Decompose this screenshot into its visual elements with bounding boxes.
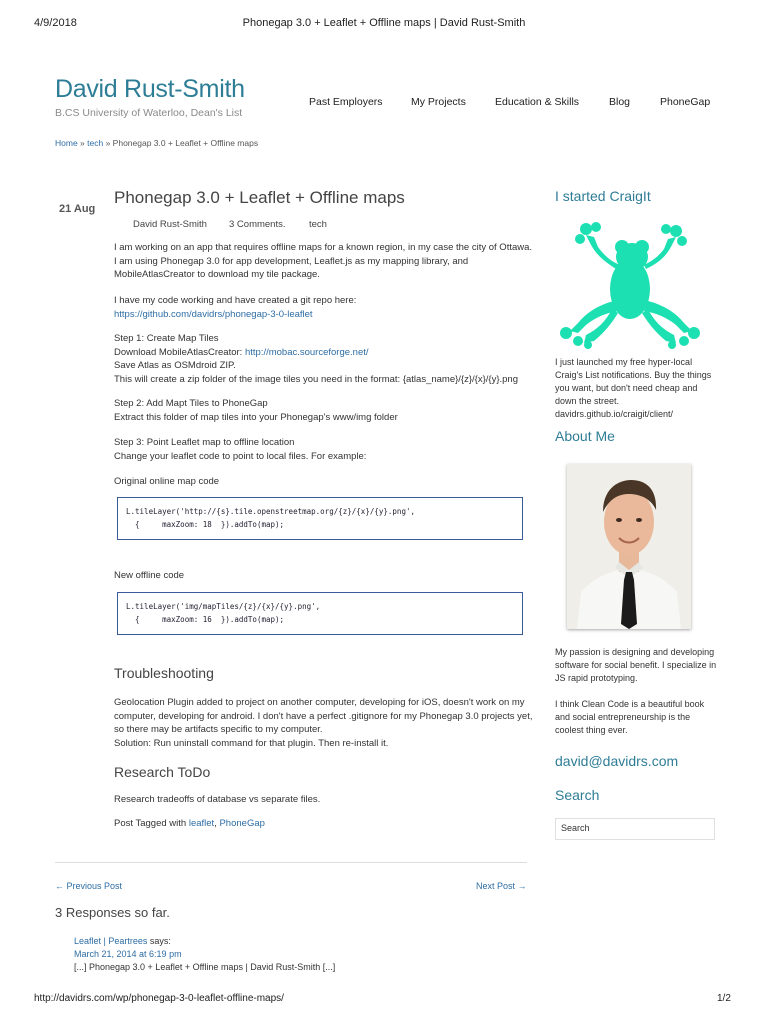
step3 (114, 436, 534, 463)
step1 (114, 332, 534, 386)
tag-phonegap-link[interactable]: PhoneGap (219, 818, 265, 829)
main-nav (0, 96, 768, 110)
offline-code-block (117, 592, 523, 635)
profile-photo-illustration (567, 464, 691, 629)
about-heading: About Me (555, 428, 615, 444)
print-page-number: 1/2 (717, 993, 731, 1004)
troubleshooting-paragraph (114, 696, 534, 750)
print-url: http://davidrs.com/wp/phonegap-3-0-leaflet-offline-maps/ (34, 993, 284, 1004)
contact-email[interactable]: david@davidrs.com (555, 753, 679, 769)
craigit-paragraph (555, 356, 720, 421)
tag-separator: , (214, 818, 220, 829)
troubleshooting-heading: Troubleshooting (114, 665, 214, 681)
troubleshooting-text: Geolocation Plugin added to project on another computer, developing for iOS, doesn't work on my computer, developing for android. I don't have a perfect .gitignore for my Phonegap 3.0 projects yet, so there may be artifacts specific to my computer. (114, 697, 533, 735)
code-line: { maxZoom: 16 }).addTo(map); (126, 615, 285, 624)
step3-text: Change your leaflet code to point to local files. For example: (114, 450, 367, 462)
frog-logo-icon (556, 217, 700, 349)
post-title: Phonegap 3.0 + Leaflet + Offline maps (114, 188, 405, 207)
code-line: L.tileLayer('img/mapTiles/{z}/{x}/{y}.png', (126, 602, 321, 611)
search-heading: Search (555, 787, 600, 803)
post-author[interactable]: David Rust-Smith (133, 219, 207, 230)
nav-item-past-employers[interactable]: Past Employers (309, 96, 383, 108)
previous-post-link[interactable]: ← Previous Post (55, 881, 123, 891)
post-intro: I am working on an app that requires offline maps for a known region, in my case the city of Ottawa. I am using Phonegap 3.0 for app development, Leaflet.js as my mapping library, and MobileAtlasCreator to download my tile package. (114, 242, 533, 280)
breadcrumb-home-link[interactable]: Home (55, 138, 78, 148)
solution-text: Solution: Run uninstall command for that plugin. Then re-install it. (114, 737, 389, 749)
repo-text: I have my code working and have created a git repo here: (114, 295, 357, 306)
craigit-url[interactable]: davidrs.github.io/craigit/client/ (555, 409, 674, 419)
step1-title: Step 1: Create Map Tiles (114, 333, 219, 344)
craigit-heading: I started CraigIt (555, 188, 651, 204)
comment-author-link[interactable]: Leaflet | Peartrees (74, 936, 148, 946)
post-category[interactable]: tech (309, 219, 327, 230)
step1-save-text: Save Atlas as OSMdroid ZIP. (114, 360, 236, 371)
post-date-badge: 21 Aug (59, 203, 96, 215)
breadcrumb (55, 138, 258, 148)
step1-zip-text: This will create a zip folder of the image tiles you need in the format: {atlas_name}/{z}/{x}/{y}.png (114, 373, 518, 385)
craigit-text: I just launched my free hyper-local Craig's List notifications. Buy the things you want, but don't need cheap and down the street. (555, 357, 712, 406)
post-divider (55, 862, 527, 863)
post-comments-count[interactable]: 3 Comments. (229, 219, 286, 230)
repo-link[interactable]: https://github.com/davidrs/phonegap-3-0-leaflet (114, 308, 313, 320)
comments-heading: 3 Responses so far. (55, 905, 170, 920)
code-line: L.tileLayer('http://{s}.tile.openstreetmap.org/{z}/{x}/{y}.png', (126, 507, 415, 516)
step2 (114, 397, 534, 424)
comment-item (74, 935, 335, 974)
comment-says: says: (147, 936, 171, 946)
nav-item-education-skills[interactable]: Education & Skills (495, 96, 580, 108)
offline-code-label: New offline code (114, 570, 185, 581)
tags-label: Post Tagged with (114, 818, 189, 829)
comment-date-link[interactable]: March 21, 2014 at 6:19 pm (74, 949, 182, 959)
research-text: Research tradeoffs of database vs separate files. (114, 794, 321, 805)
nav-item-my-projects[interactable]: My Projects (411, 96, 466, 108)
breadcrumb-separator: » (77, 138, 88, 148)
next-post-link[interactable]: Next Post → (476, 881, 527, 891)
print-page-title: Phonegap 3.0 + Leaflet + Offline maps | David Rust-Smith (242, 17, 526, 29)
about-p2: I think Clean Code is a beautiful book and social entrepreneurship is the coolest thing ever. (555, 699, 705, 735)
research-heading: Research ToDo (114, 764, 211, 780)
mobac-link[interactable]: http://mobac.sourceforge.net/ (244, 346, 369, 358)
online-code-label: Original online map code (114, 476, 220, 487)
repo-paragraph (114, 294, 534, 321)
post-tags (114, 817, 534, 831)
search-input[interactable]: Search (555, 818, 715, 840)
breadcrumb-category-link[interactable]: tech (87, 138, 104, 148)
step1-download-text: Download MobileAtlasCreator: (114, 346, 245, 358)
site-tagline: B.CS University of Waterloo, Dean's List (55, 107, 243, 119)
profile-photo (567, 464, 691, 629)
breadcrumb-current: Phonegap 3.0 + Leaflet + Offline maps (112, 138, 259, 148)
nav-item-blog[interactable]: Blog (609, 96, 631, 108)
step2-title: Step 2: Add Mapt Tiles to PhoneGap (114, 398, 268, 409)
about-p1: My passion is designing and developing software for social benefit. I specialize in JS rapid prototyping. (555, 647, 717, 683)
comment-excerpt: [...] Phonegap 3.0 + Leaflet + Offline maps | David Rust-Smith [...] (74, 962, 336, 972)
code-line: { maxZoom: 18 }).addTo(map); (126, 520, 285, 529)
step3-title: Step 3: Point Leaflet map to offline location (114, 437, 295, 448)
online-code-block (117, 497, 523, 540)
print-date: 4/9/2018 (34, 17, 77, 29)
tag-leaflet-link[interactable]: leaflet (188, 818, 215, 829)
nav-item-phonegap[interactable]: PhoneGap (660, 96, 711, 108)
site-name[interactable]: David Rust-Smith (55, 75, 245, 103)
post-meta (0, 219, 540, 233)
step2-text: Extract this folder of map tiles into your Phonegap's www/img folder (114, 411, 398, 423)
breadcrumb-separator: » (103, 138, 113, 148)
